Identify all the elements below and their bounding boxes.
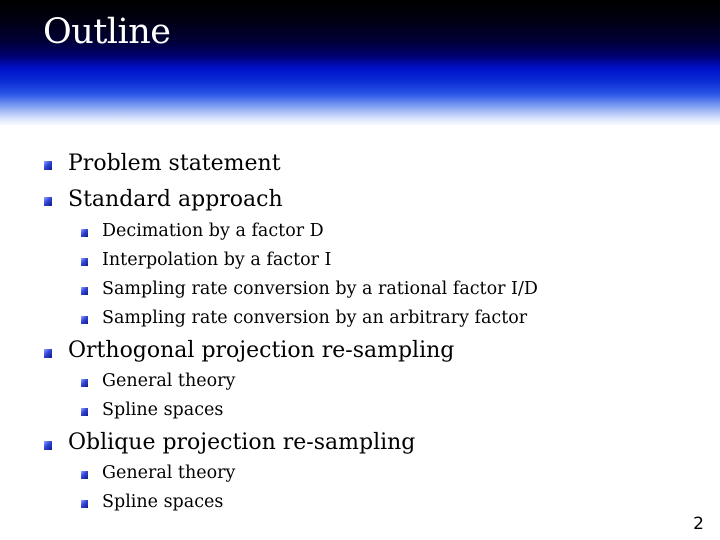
outline-subitem-general-theory: General theory <box>102 371 236 391</box>
page-number: 2 <box>693 514 704 534</box>
bullet-icon <box>44 161 52 170</box>
bullet-icon <box>44 441 52 450</box>
slide-title: Outline <box>43 12 171 52</box>
sub-bullet-icon <box>81 258 88 266</box>
outline-subitem-spline-spaces: Spline spaces <box>102 400 224 420</box>
outline-subitem-decimation: Decimation by a factor D <box>102 221 324 241</box>
outline-subitem-arbitrary-factor: Sampling rate conversion by an arbitrary factor <box>102 308 528 328</box>
outline-item-oblique-projection: Oblique projection re-sampling <box>68 430 416 455</box>
outline-item-standard-approach: Standard approach <box>68 187 283 212</box>
sub-bullet-icon <box>81 316 88 324</box>
sub-bullet-icon <box>81 287 88 295</box>
outline-subitem-spline-spaces: Spline spaces <box>102 492 224 512</box>
bullet-icon <box>44 349 52 358</box>
sub-bullet-icon <box>81 500 88 508</box>
bullet-icon <box>44 197 52 206</box>
outline-subitem-general-theory: General theory <box>102 463 236 483</box>
outline-subitem-interpolation: Interpolation by a factor I <box>102 250 332 270</box>
sub-bullet-icon <box>81 471 88 479</box>
outline-item-orthogonal-projection: Orthogonal projection re-sampling <box>68 338 455 363</box>
sub-bullet-icon <box>81 379 88 387</box>
sub-bullet-icon <box>81 229 88 237</box>
outline-subitem-rational-factor: Sampling rate conversion by a rational factor I/D <box>102 279 538 299</box>
outline-item-problem-statement: Problem statement <box>68 151 281 176</box>
sub-bullet-icon <box>81 408 88 416</box>
